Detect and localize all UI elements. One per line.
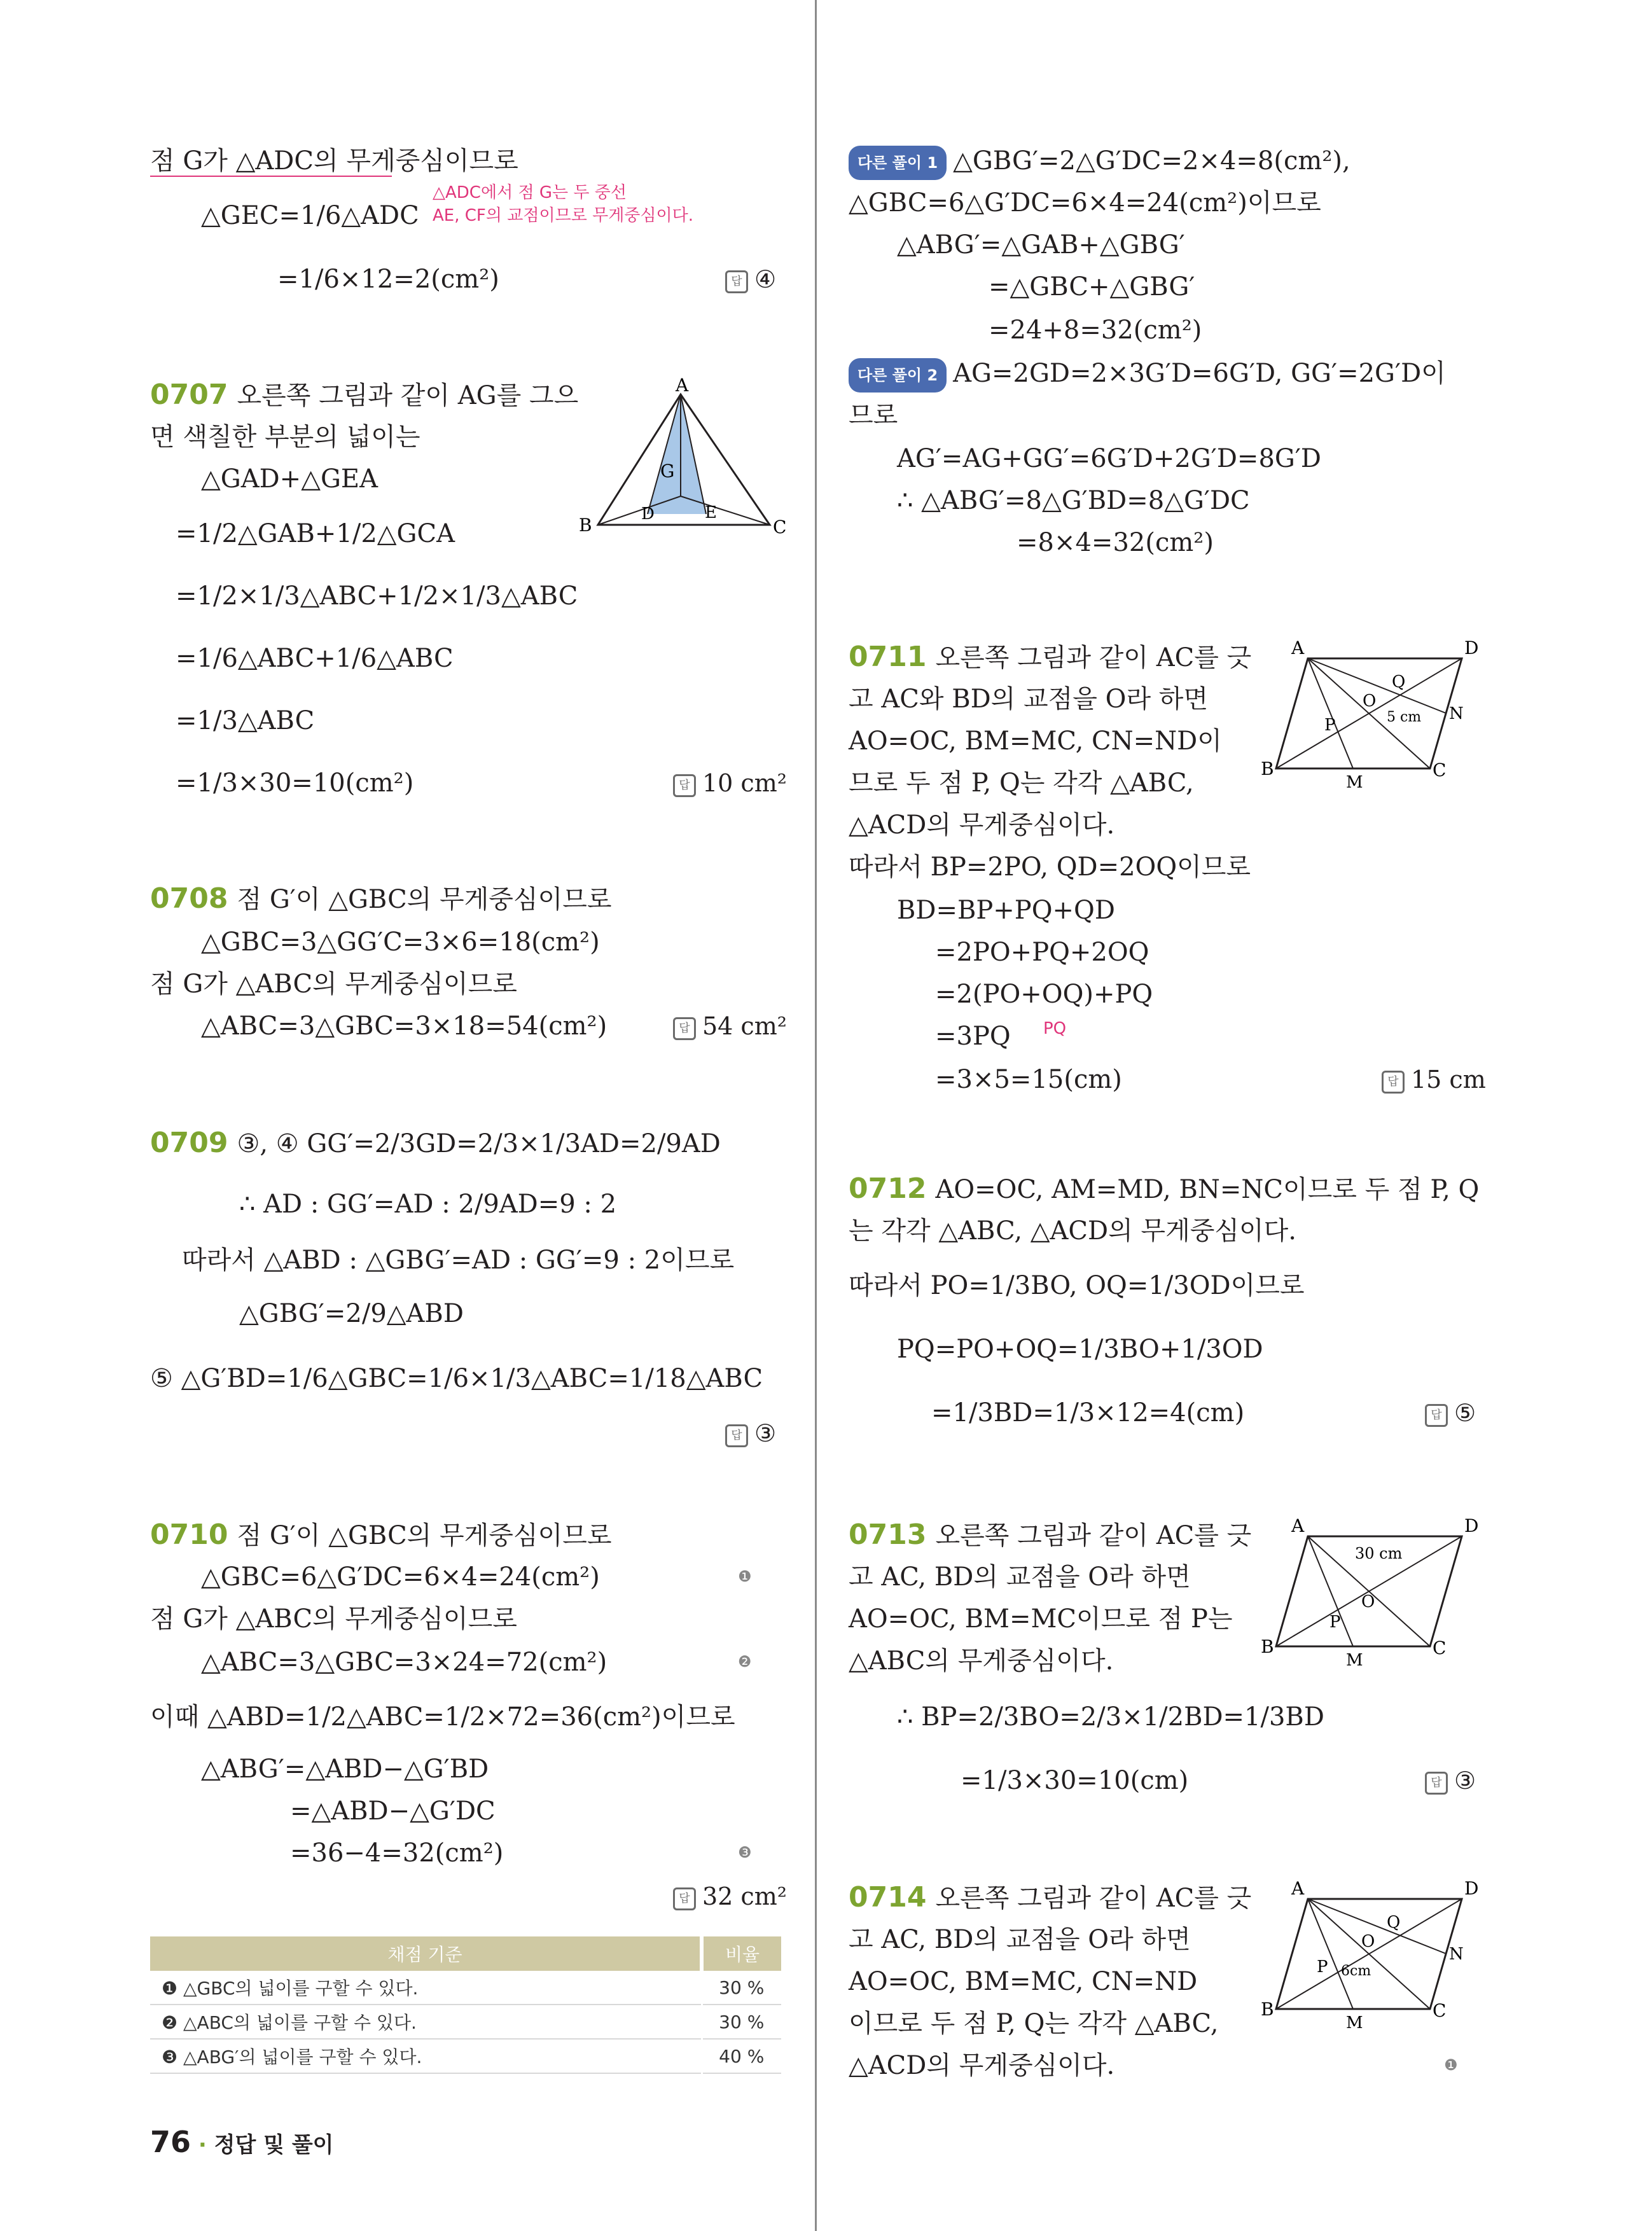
p0711-line-3: AO=OC, BM=MC, CN=ND이 [849, 726, 1222, 756]
p0711-answer-value: 15 cm [1411, 1066, 1486, 1094]
alt-solution-badge: 다른 풀이 2 [849, 358, 947, 393]
label-d: D [1464, 1878, 1479, 1899]
ratio-cell: 30 % [702, 2005, 781, 2039]
p0710-line-3: 점 G가 △ABC의 무게중심이므로 [150, 1604, 517, 1634]
p0712-line-5: =1/3BD=1/3×12=4(cm) [931, 1398, 1245, 1428]
problem-number: 0707 [150, 379, 228, 411]
p0711-line-6: 따라서 BP=2PO, QD=2OQ이므로 [849, 852, 1251, 882]
p0710-line-8: =36−4=32(cm²) [290, 1838, 504, 1868]
p0709-line-3: 따라서 △ABD : △GBG′=AD : GG′=9 : 2이므로 [182, 1246, 735, 1275]
p0713-line-5: ∴ BP=2/3BO=2/3×1/2BD=1/3BD [897, 1702, 1324, 1732]
label-d: D [1464, 637, 1479, 658]
label-m: M [1346, 773, 1363, 792]
scoring-table-header [150, 1936, 781, 1971]
shaded-region [648, 394, 706, 514]
header-ratio: 비율 [702, 1936, 781, 1971]
p0711-line-4: 므로 두 점 P, Q는 각각 △ABC, [849, 768, 1194, 798]
ratio-cell: 30 % [702, 1971, 781, 2005]
answer-icon: 답 [725, 1424, 748, 1447]
alt2-line-1 [849, 358, 1446, 393]
step-marker-1: ❶ [738, 1567, 752, 1585]
p0712-line-2: 는 각각 △ABC, △ACD의 무게중심이다. [849, 1216, 1296, 1246]
p0708-answer-value: 54 cm² [702, 1012, 787, 1040]
p0710-line-6: △ABG′=△ABD−△G′BD [201, 1755, 489, 1784]
p0713-text: 오른쪽 그림과 같이 AC를 긋 [935, 1521, 1252, 1550]
p0707-line-7: =1/3△ABC [176, 706, 315, 735]
p0713-answer-value: ③ [1454, 1767, 1476, 1795]
p0713-line-6: =1/3×30=10(cm) [961, 1766, 1189, 1795]
segment-am [1308, 1899, 1353, 2009]
criteria-cell: ❸ △ABG′의 넓이를 구할 수 있다. [150, 2039, 702, 2073]
column-divider [815, 0, 817, 2231]
problem-number: 0712 [849, 1172, 927, 1205]
problem-number: 0714 [849, 1881, 927, 1914]
table-row [150, 1971, 781, 2005]
intro-answer-value: ④ [754, 265, 777, 293]
p0710-line-2: △GBC=6△G′DC=6×4=24(cm²) [201, 1562, 600, 1592]
p0711-line-7: BD=BP+PQ+QD [897, 896, 1115, 925]
p0710-line-5: 이때 △ABD=1/2△ABC=1/2×72=36(cm²)이므로 [150, 1702, 735, 1732]
label-q: Q [1387, 1913, 1401, 1932]
p0707-line-5: =1/2×1/3△ABC+1/2×1/3△ABC [176, 581, 578, 611]
alt2-line-5: =8×4=32(cm²) [1017, 528, 1214, 557]
p0713-line-1 [849, 1519, 1251, 1552]
label-g: G [660, 461, 675, 482]
p0711-line-5: △ACD의 무게중심이다. [849, 810, 1115, 840]
p0714-text: 오른쪽 그림과 같이 AC를 긋 [935, 1884, 1252, 1913]
label-p: P [1324, 716, 1336, 735]
p0711-answer [1382, 1064, 1486, 1095]
p0711-line-2: 고 AC와 BD의 교점을 O라 하면 [849, 685, 1209, 714]
p0710-text: 점 G′이 △GBC의 무게중심이므로 [237, 1521, 612, 1550]
p0714-line-1 [849, 1882, 1251, 1914]
page-number: 76 [150, 2125, 191, 2159]
p0714-line-3: AO=OC, BM=MC, CN=ND [849, 1967, 1198, 1996]
p0713-line-4: △ABC의 무게중심이다. [849, 1646, 1114, 1676]
p0707-line-4: =1/2△GAB+1/2△GCA [176, 519, 455, 548]
criteria-cell: ❶ △GBC의 넓이를 구할 수 있다. [150, 1971, 702, 2005]
label-q: Q [1392, 672, 1406, 692]
p0707-answer [673, 767, 787, 799]
segment-an [1308, 658, 1446, 713]
p0710-answer [673, 1880, 787, 1912]
alt1-text: △GBG′=2△G′DC=2×4=8(cm²), [953, 146, 1350, 176]
segment-an [1308, 1899, 1446, 1954]
label-n: N [1449, 704, 1464, 723]
step-marker-1: ❶ [1444, 2056, 1458, 2074]
label-b: B [1261, 1999, 1274, 2020]
problem-number: 0713 [849, 1519, 927, 1551]
label-d: D [641, 504, 655, 524]
page-footer [150, 2125, 334, 2159]
p0707-line-6: =1/6△ABC+1/6△ABC [176, 644, 454, 673]
intro-answer [725, 263, 776, 295]
step-marker-3: ❸ [738, 1844, 752, 1861]
label-o: O [1361, 1592, 1375, 1611]
label-c: C [1433, 1637, 1447, 1658]
label-a: A [676, 375, 689, 396]
p0711-text: 오른쪽 그림과 같이 AC를 긋 [935, 643, 1252, 672]
problem-number: 0708 [150, 882, 228, 915]
p0714-line-4: 이므로 두 점 P, Q는 각각 △ABC, [849, 2009, 1219, 2038]
intro-line-1: 점 G가 △ADC의 무게중심이므로 [150, 146, 518, 176]
alt1-line-1 [849, 145, 1350, 180]
p0707-text: 오른쪽 그림과 같이 AG를 그으 [237, 381, 579, 410]
ratio-cell: 40 % [702, 2039, 781, 2073]
p0713-parallelogram-figure [1261, 1514, 1482, 1673]
p0709-text: ③, ④ GG′=2/3GD=2/3×1/3AD=2/9AD [237, 1129, 721, 1158]
label-d: D [1464, 1515, 1479, 1536]
p0712-line-1 [849, 1173, 1479, 1206]
p0714-line-5: △ACD의 무게중심이다. [849, 2051, 1115, 2080]
p0708-line-1 [150, 883, 612, 915]
label-m: M [1346, 2013, 1363, 2033]
label-a: A [1291, 1515, 1305, 1536]
p0712-line-3: 따라서 PO=1/3BO, OQ=1/3OD이므로 [849, 1271, 1305, 1300]
p0710-line-1 [150, 1519, 612, 1552]
intro-line-2: △GEC=1/6△ADC [201, 201, 419, 230]
table-row [150, 2005, 781, 2039]
label-c: C [1433, 2000, 1447, 2021]
p0710-line-4: △ABC=3△GBC=3×24=72(cm²) [201, 1648, 607, 1677]
answer-icon: 답 [1425, 1772, 1448, 1795]
p0712-answer-value: ⑤ [1454, 1399, 1476, 1427]
p0712-answer [1425, 1397, 1476, 1429]
answer-icon: 답 [1382, 1071, 1405, 1094]
p0711-line-10: =3PQ [935, 1022, 1011, 1051]
p0713-answer [1425, 1765, 1476, 1797]
p0712-text: AO=OC, AM=MD, BN=NC이므로 두 점 P, Q [935, 1175, 1480, 1204]
p0707-line-8: =1/3×30=10(cm²) [176, 768, 414, 798]
label-p: P [1329, 1613, 1341, 1632]
label-o: O [1361, 1932, 1375, 1951]
alt2-line-4: ∴ △ABG′=8△G′BD=8△G′DC [897, 486, 1250, 515]
p0711-line-9: =2(PO+OQ)+PQ [935, 980, 1153, 1009]
p0707-answer-value: 10 cm² [702, 769, 787, 797]
p0708-answer [673, 1010, 787, 1042]
label-o: O [1363, 692, 1377, 711]
alt1-line-2: △GBC=6△G′DC=6×4=24(cm²)이므로 [849, 188, 1321, 218]
alt1-line-4: =△GBC+△GBG′ [989, 272, 1195, 302]
p0707-line-2: 면 색칠한 부분의 넓이는 [150, 422, 420, 452]
p0708-text: 점 G′이 △GBC의 무게중심이므로 [237, 885, 612, 914]
alt1-line-5: =24+8=32(cm²) [989, 316, 1202, 345]
label-b: B [1261, 758, 1274, 779]
p0712-line-4: PQ=PO+OQ=1/3BO+1/3OD [897, 1335, 1263, 1364]
alt2-line-2: 므로 [849, 401, 898, 430]
problem-number: 0709 [150, 1127, 228, 1159]
alt1-line-3: △ABG′=△GAB+△GBG′ [897, 230, 1185, 260]
intro-note-1: △ADC에서 점 G는 두 중선 [433, 183, 627, 202]
criteria-cell: ❷ △ABC의 넓이를 구할 수 있다. [150, 2005, 702, 2039]
step-marker-2: ❷ [738, 1653, 752, 1671]
label-c: C [1433, 760, 1447, 781]
p0711-line-8: =2PO+PQ+2OQ [935, 938, 1149, 967]
label-p: P [1317, 1957, 1328, 1977]
answer-icon: 답 [673, 774, 696, 797]
label-e: E [705, 503, 717, 522]
intro-underline [150, 176, 392, 177]
problem-number: 0710 [150, 1519, 228, 1551]
p0709-line-1 [150, 1127, 721, 1160]
label-n: N [1449, 1945, 1464, 1964]
p0709-line-2: ∴ AD : GG′=AD : 2/9AD=9 : 2 [239, 1190, 617, 1219]
p0711-note: PQ [1043, 1019, 1067, 1038]
footer-dot: · [198, 2132, 207, 2158]
label-length: 6cm [1341, 1963, 1371, 1979]
intro-line-3: =1/6×12=2(cm²) [277, 265, 499, 294]
p0709-answer-value: ③ [754, 1419, 777, 1447]
p0713-line-2: 고 AC, BD의 교점을 O라 하면 [849, 1562, 1191, 1592]
p0714-parallelogram-figure [1261, 1877, 1482, 2036]
p0711-line-1 [849, 641, 1251, 674]
alt2-text: AG=2GD=2×3G′D=6G′D, GG′=2G′D이 [953, 359, 1446, 388]
table-row [150, 2039, 781, 2073]
p0714-line-2: 고 AC, BD의 교점을 O라 하면 [849, 1925, 1191, 1954]
problem-number: 0711 [849, 641, 927, 673]
p0707-triangle-figure [579, 375, 787, 541]
p0708-line-4: △ABC=3△GBC=3×18=54(cm²) [201, 1011, 607, 1041]
p0709-answer [725, 1417, 776, 1449]
answer-icon: 답 [673, 1887, 696, 1910]
p0708-line-2: △GBC=3△GG′C=3×6=18(cm²) [201, 928, 600, 957]
p0709-line-4: △GBG′=2/9△ABD [239, 1299, 464, 1328]
label-length: 30 cm [1355, 1545, 1403, 1562]
p0710-answer-value: 32 cm² [702, 1882, 787, 1910]
segment-am [1308, 658, 1353, 768]
answer-icon: 답 [725, 270, 748, 293]
alt2-line-3: AG′=AG+GG′=6G′D+2G′D=8G′D [897, 444, 1321, 473]
p0709-line-5: ⑤ △G′BD=1/6△GBC=1/6×1/3△ABC=1/18△ABC [150, 1364, 763, 1393]
label-length: 5 cm [1387, 709, 1422, 725]
p0711-parallelogram-figure [1261, 636, 1482, 795]
label-a: A [1291, 637, 1305, 658]
answer-icon: 답 [673, 1017, 696, 1040]
footer-text: 정답 및 풀이 [214, 2132, 334, 2158]
intro-note-2: AE, CF의 교점이므로 무게중심이다. [433, 206, 694, 225]
p0713-line-3: AO=OC, BM=MC이므로 점 P는 [849, 1604, 1233, 1634]
label-b: B [1261, 1636, 1274, 1657]
header-criteria: 채점 기준 [150, 1936, 702, 1971]
p0708-line-3: 점 G가 △ABC의 무게중심이므로 [150, 970, 517, 999]
label-m: M [1346, 1651, 1363, 1670]
label-c: C [773, 517, 787, 538]
label-b: B [579, 515, 592, 536]
p0707-line-1 [150, 379, 578, 412]
answer-icon: 답 [1425, 1404, 1448, 1427]
scoring-table [150, 1936, 781, 2074]
label-a: A [1291, 1878, 1305, 1899]
p0707-line-3: △GAD+△GEA [201, 464, 378, 494]
p0710-line-7: =△ABD−△G′DC [290, 1797, 496, 1826]
alt-solution-badge: 다른 풀이 1 [849, 146, 947, 180]
p0711-line-11: =3×5=15(cm) [935, 1065, 1122, 1094]
